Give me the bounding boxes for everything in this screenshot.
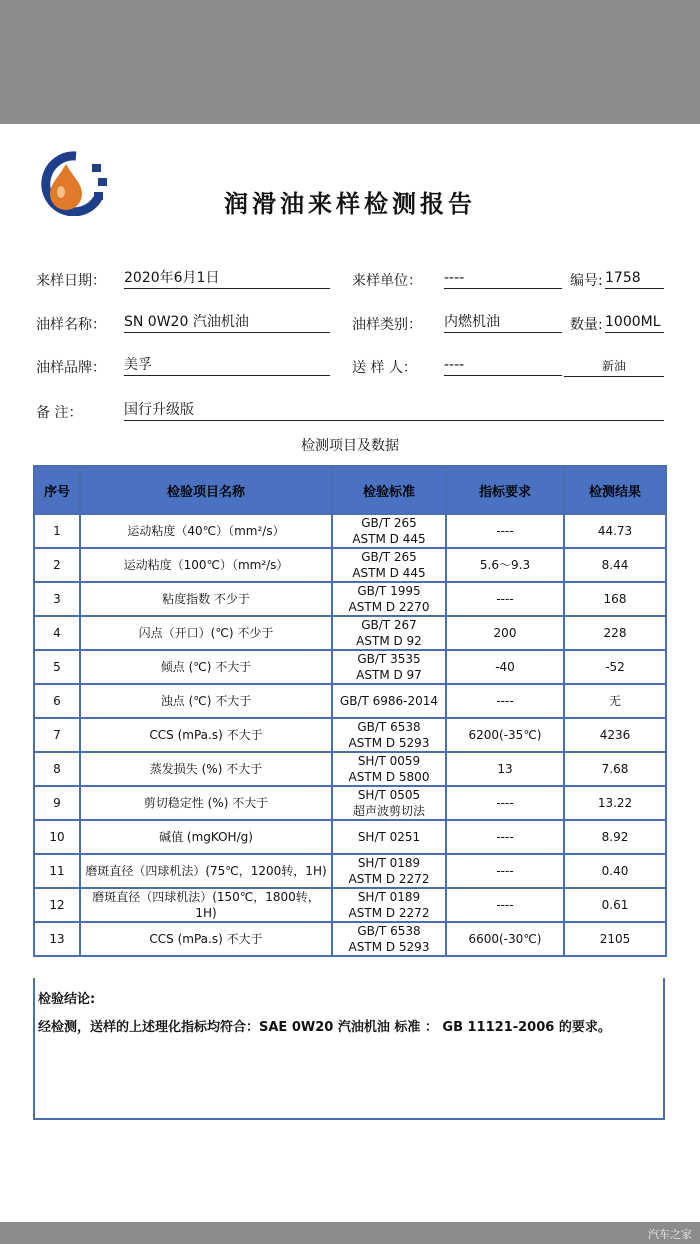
cell-item-text: 磨斑直径（四球机法）(75℃，1200转，1H) [85,864,327,878]
cell-item-text: 粘度指数 不少于 [162,592,250,606]
table-row [34,922,666,956]
cell-no [34,548,80,582]
quantity-label: 数量: [570,317,603,333]
cell-result [564,820,666,854]
standard-line-1: GB/T 6538 [357,924,421,938]
cell-result-text: -52 [605,660,625,674]
cell-result [564,548,666,582]
cell-item [80,752,332,786]
cell-item-text: 运动粘度（100℃）（mm²/s） [123,558,289,572]
cell-requirement [446,548,564,582]
cell-item-text: 倾点 (℃) 不大于 [160,660,252,674]
cell-no-text: 10 [49,830,65,844]
cell-standard [332,582,446,616]
cell-no [34,786,80,820]
table-row [34,786,666,820]
cell-result-text: 8.92 [601,830,629,844]
table-header-row [34,466,666,514]
cell-no [34,514,80,548]
cell-item [80,718,332,752]
standard-line-1: GB/T 265 [361,550,417,564]
cell-requirement-text: ---- [496,830,514,844]
cell-result-text: 8.44 [601,558,629,572]
cell-no [34,582,80,616]
cell-requirement-text: ---- [496,796,514,810]
col-header-result: 检测结果 [564,466,666,514]
cell-no [34,616,80,650]
number-value: 1758 [605,268,664,289]
standard-line-1: SH/T 0059 [357,754,421,768]
cell-requirement-text: ---- [496,694,514,708]
report-title: 润滑油来样检测报告 [224,189,476,218]
cell-result-text: 2105 [599,932,631,946]
standard-line-1: GB/T 3535 [357,652,421,666]
cell-no [34,684,80,718]
oil-state-value: 新油 [564,356,664,377]
cell-requirement [446,786,564,820]
cell-standard [332,616,446,650]
cell-result-text: 7.68 [601,762,629,776]
cell-item-text: 剪切稳定性 (%) 不大于 [143,796,269,810]
cell-result [564,616,666,650]
cell-requirement [446,922,564,956]
cell-item-text: 蒸发损失 (%) 不大于 [149,762,263,776]
cell-no-text: 13 [49,932,65,946]
cell-requirement-text: 5.6～9.3 [479,558,531,572]
oil-name-label: 油样名称： [36,317,106,333]
standard-line-2: ASTM D 2270 [348,600,430,614]
remark-value: 国行升级版 [124,400,664,421]
standard-line-2: ASTM D 445 [352,532,426,546]
table-row [34,650,666,684]
cell-requirement [446,888,564,922]
cell-result [564,752,666,786]
cell-item [80,616,332,650]
cell-requirement-text: 200 [493,626,517,640]
cell-standard [332,650,446,684]
table-row [34,684,666,718]
cell-no-text: 3 [53,592,61,606]
cell-no-text: 2 [53,558,61,572]
table-row [34,854,666,888]
cell-requirement [446,752,564,786]
cell-result [564,888,666,922]
table-row [34,582,666,616]
cell-item [80,922,332,956]
cell-requirement [446,684,564,718]
brand-label: 油样品牌： [36,360,106,376]
cell-no-text: 6 [53,694,61,708]
cell-item [80,582,332,616]
cell-no-text: 11 [49,864,65,878]
cell-result [564,650,666,684]
standard-line-1: GB/T 1995 [357,584,421,598]
oil-name-value: SN 0W20 汽油机油 [124,312,330,333]
conclusion-title: 检验结论: [38,992,96,1007]
cell-result-text: 0.40 [601,864,629,878]
cell-requirement [446,514,564,548]
cell-requirement [446,854,564,888]
cell-result [564,582,666,616]
cell-standard [332,820,446,854]
cell-no [34,888,80,922]
cell-item [80,786,332,820]
standard-line-2: 超声波剪切法 [352,804,425,818]
standard-line-1: SH/T 0189 [357,890,421,904]
cell-requirement-text: 6200(-35℃) [468,728,542,742]
cell-standard [332,854,446,888]
cell-standard [332,752,446,786]
remark-label: 备 注： [36,405,83,421]
cell-item [80,854,332,888]
cell-item-text: 闪点（开口）(℃) 不少于 [138,626,274,640]
cell-no-text: 1 [53,524,61,538]
brand-value: 美孚 [124,355,330,376]
cell-item [80,650,332,684]
section-title: 检测项目及数据 [301,438,399,454]
col-header-no: 序号 [34,466,80,514]
cell-standard [332,548,446,582]
test-table [33,465,667,957]
cell-requirement [446,582,564,616]
cell-item-text: 运动粘度（40℃）（mm²/s） [127,524,285,538]
unit-value: ---- [444,268,562,289]
cell-result [564,922,666,956]
standard-line-2: ASTM D 445 [352,566,426,580]
cell-standard [332,888,446,922]
cell-result-text: 228 [603,626,627,640]
cell-result [564,718,666,752]
cell-result-text: 13.22 [597,796,633,810]
unit-label: 来样单位： [352,273,422,289]
category-label: 油样类别： [352,317,422,333]
table-row [34,718,666,752]
cell-no-text: 12 [49,898,65,912]
standard-line-2: ASTM D 2272 [348,906,430,920]
table-row [34,752,666,786]
cell-standard [332,922,446,956]
cell-item [80,548,332,582]
standard-line-2: ASTM D 97 [356,668,422,682]
sample-date-value: 2020年6月1日 [124,268,330,289]
cell-standard [332,514,446,548]
sender-value: ---- [444,355,562,376]
col-header-standard: 检验标准 [332,466,446,514]
cell-result [564,786,666,820]
bottom-gray-bar [0,1222,700,1244]
cell-no [34,650,80,684]
standard-line-1: GB/T 267 [361,618,417,632]
cell-result [564,514,666,548]
cell-requirement-text: -40 [495,660,515,674]
cell-standard [332,684,446,718]
cell-standard [332,786,446,820]
category-value: 内燃机油 [444,312,562,333]
standard-line-1: SH/T 0505 [357,788,421,802]
table-row [34,514,666,548]
cell-requirement [446,718,564,752]
cell-item [80,820,332,854]
cell-requirement [446,616,564,650]
cell-requirement-text: ---- [496,524,514,538]
cell-requirement-text: 13 [497,762,513,776]
standard-line-1: SH/T 0251 [357,830,421,844]
table-row [34,888,666,922]
cell-item-text: 碱值 (mgKOH/g) [159,830,253,844]
cell-result-text: 无 [608,694,621,708]
cell-requirement-text: ---- [496,864,514,878]
cell-result-text: 0.61 [601,898,629,912]
cell-item-text: 浊点 (℃) 不大于 [160,694,252,708]
table-row [34,616,666,650]
standard-line-1: SH/T 0189 [357,856,421,870]
cell-result-text: 44.73 [597,524,633,538]
cell-result-text: 168 [603,592,627,606]
cell-item [80,888,332,922]
standard-line-2: ASTM D 5293 [348,940,430,954]
standard-line-1: GB/T 6538 [357,720,421,734]
number-label: 编号: [570,273,603,289]
cell-item-text: CCS (mPa.s) 不大于 [149,932,263,946]
cell-requirement [446,820,564,854]
cell-no [34,854,80,888]
cell-requirement-text: ---- [496,592,514,606]
cell-standard [332,718,446,752]
conclusion-text: 经检测，送样的上述理化指标均符合：SAE 0W20 汽油机油 标准 ： GB 11121-2006 的要求。 [38,1020,611,1035]
cell-item-text: 磨斑直径（四球机法）(150℃，1800转，1H) [92,890,320,920]
cell-item-text: CCS (mPa.s) 不大于 [149,728,263,742]
table-row [34,548,666,582]
cell-result [564,854,666,888]
cell-no [34,922,80,956]
standard-line-2: ASTM D 5800 [348,770,430,784]
cell-no [34,820,80,854]
cell-no [34,752,80,786]
standard-line-1: GB/T 6986-2014 [339,694,439,708]
col-header-requirement: 指标要求 [446,466,564,514]
cell-requirement-text: 6600(-30℃) [468,932,542,946]
cell-requirement-text: ---- [496,898,514,912]
sender-label: 送 样 人： [352,360,417,376]
cell-item [80,514,332,548]
standard-line-2: ASTM D 5293 [348,736,430,750]
cell-no-text: 4 [53,626,61,640]
standard-line-1: GB/T 265 [361,516,417,530]
cell-item [80,684,332,718]
table-row [34,820,666,854]
cell-result-text: 4236 [599,728,631,742]
sample-date-label: 来样日期： [36,273,106,289]
cell-no [34,718,80,752]
top-gray-bar [0,0,700,124]
cell-no-text: 9 [53,796,61,810]
cell-no-text: 8 [53,762,61,776]
col-header-item: 检验项目名称 [80,466,332,514]
conclusion-box [33,978,665,1120]
quantity-value: 1000ML [605,312,664,333]
watermark-text: 汽车之家 [648,1228,692,1241]
cell-result [564,684,666,718]
standard-line-2: ASTM D 2272 [348,872,430,886]
cell-no-text: 5 [53,660,61,674]
standard-line-2: ASTM D 92 [356,634,422,648]
cell-requirement [446,650,564,684]
cell-no-text: 7 [53,728,61,742]
